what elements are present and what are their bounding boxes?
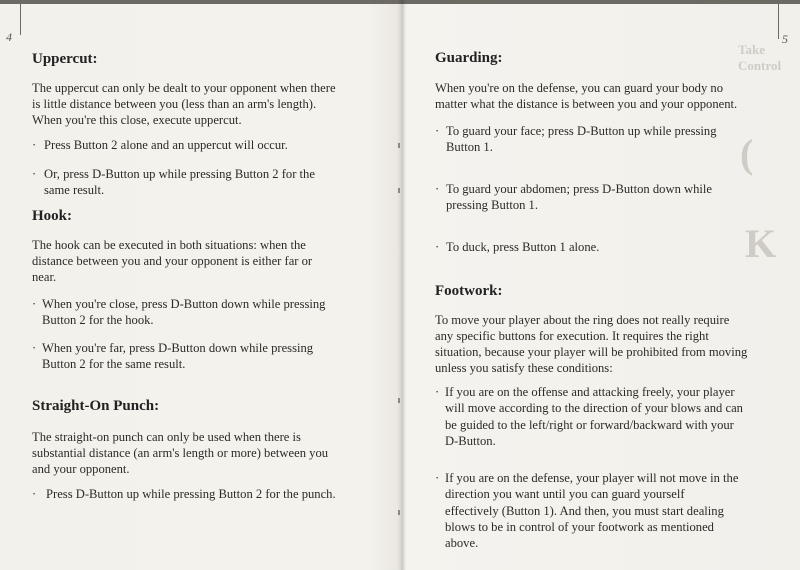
bullet-dot: · [32,138,37,152]
list-item-line: To guard your abdomen; press D-Button down while [446,182,712,196]
paragraph-line: The straight-on punch can only be used when there is [32,430,301,444]
bullet-dot: · [435,240,440,254]
list-item [32,486,377,502]
list-item-line: direction you want until you can guard yourself [445,487,685,502]
bullet-dot: · [435,124,440,138]
bleed-through-mark: ( [740,131,754,176]
list-item-line: Or, press D-Button up while pressing Button 2 for the [44,167,315,181]
list-item [435,123,770,156]
list-item-line: D-Button. [445,433,496,448]
list-item-line: To duck, press Button 1 alone. [446,240,600,254]
page-number: 5 [782,32,788,46]
paragraph-line: situation, because your player will be prohibited from moving [435,345,748,359]
paragraph-line: When you're this close, execute uppercut. [32,113,242,127]
list-item-line: blows to be in control of your footwork as mentioned [445,519,714,534]
paragraph-line: The uppercut can only be dealt to your opponent when there [32,81,336,95]
bullet-dot: · [32,297,37,311]
bleed-through-mark: Take Control [738,42,782,73]
section-heading-straight-on-punch: Straight-On Punch: [32,398,160,414]
paragraph-line: unless you satisfy these conditions: [435,361,613,375]
list-item-line: above. [445,536,479,551]
paragraph-line: The hook can be executed in both situations: when the [32,238,306,252]
list-item [435,181,770,214]
list-item-line: To guard your face; press D-Button up while pressing [446,124,717,138]
paragraph-line: is little distance between you (less than an arm's length). [32,97,317,111]
bullet-dot: · [435,385,440,399]
list-item-line: Press Button 2 alone and an uppercut will occur. [44,138,288,152]
list-item-line: When you're far, press D-Button down while pressing [42,341,314,355]
list-item-line: be guided to the left/right or forward/backward with your [445,417,734,432]
margin-mark [398,510,400,515]
margin-mark [398,188,400,193]
list-item-line: will move according to the direction of your blows and can [445,401,743,416]
bullet-dot: · [32,167,37,181]
list-item-line: If you are on the offense and attacking freely, your player [445,385,735,399]
paragraph-line: When you're on the defense, you can guard your body no [435,81,723,95]
list-item-line: If you are on the defense, your player will not move in the [445,471,739,485]
paragraph-line: matter what the distance is between you and your opponent. [435,97,738,111]
list-item-line: Button 2 for the hook. [42,313,154,328]
list-item [435,384,775,449]
bullet-dot: · [435,182,440,196]
list-item [435,470,775,551]
list-item-line: effectively (Button 1). And then, you must start dealing [445,503,724,518]
section-heading-hook: Hook: [32,208,73,224]
list-item [32,137,372,153]
bullet-dot: · [32,341,37,355]
list-item [32,340,372,373]
bullet-dot: · [435,471,440,485]
list-item-line: pressing Button 1. [446,198,539,213]
paragraph-line: and your opponent. [32,462,130,476]
list-item-line: When you're close, press D-Button down while pressing [42,297,326,311]
paragraph-line: substantial distance (an arm's length or more) between you [32,446,329,460]
page-number-rule [778,3,779,39]
margin-mark [398,143,400,148]
list-item [435,239,770,255]
margin-mark [398,398,400,403]
list-item [32,296,372,329]
paragraph-line: To move your player about the ring does not really require [435,313,730,327]
paragraph-line: any specific buttons for execution. It requires the right [435,329,709,343]
paragraph-line: distance between you and your opponent is either far or [32,254,313,268]
list-item-line: Button 2 for the same result. [42,357,186,372]
list-item [32,166,372,199]
list-item-line: Press D-Button up while pressing Button 2 for the punch. [46,487,336,501]
bullet-dot: · [32,487,37,501]
bleed-through-mark: K [745,221,777,266]
section-heading-uppercut: Uppercut: [32,51,98,67]
book-gutter [397,0,406,570]
page-number-rule [20,3,21,35]
list-item-line: Button 1. [446,140,493,155]
section-heading-footwork: Footwork: [435,283,503,299]
list-item-line: same result. [44,183,105,198]
section-heading-guarding: Guarding: [435,50,503,66]
paragraph-line: near. [32,270,57,284]
page-number: 4 [6,30,12,44]
